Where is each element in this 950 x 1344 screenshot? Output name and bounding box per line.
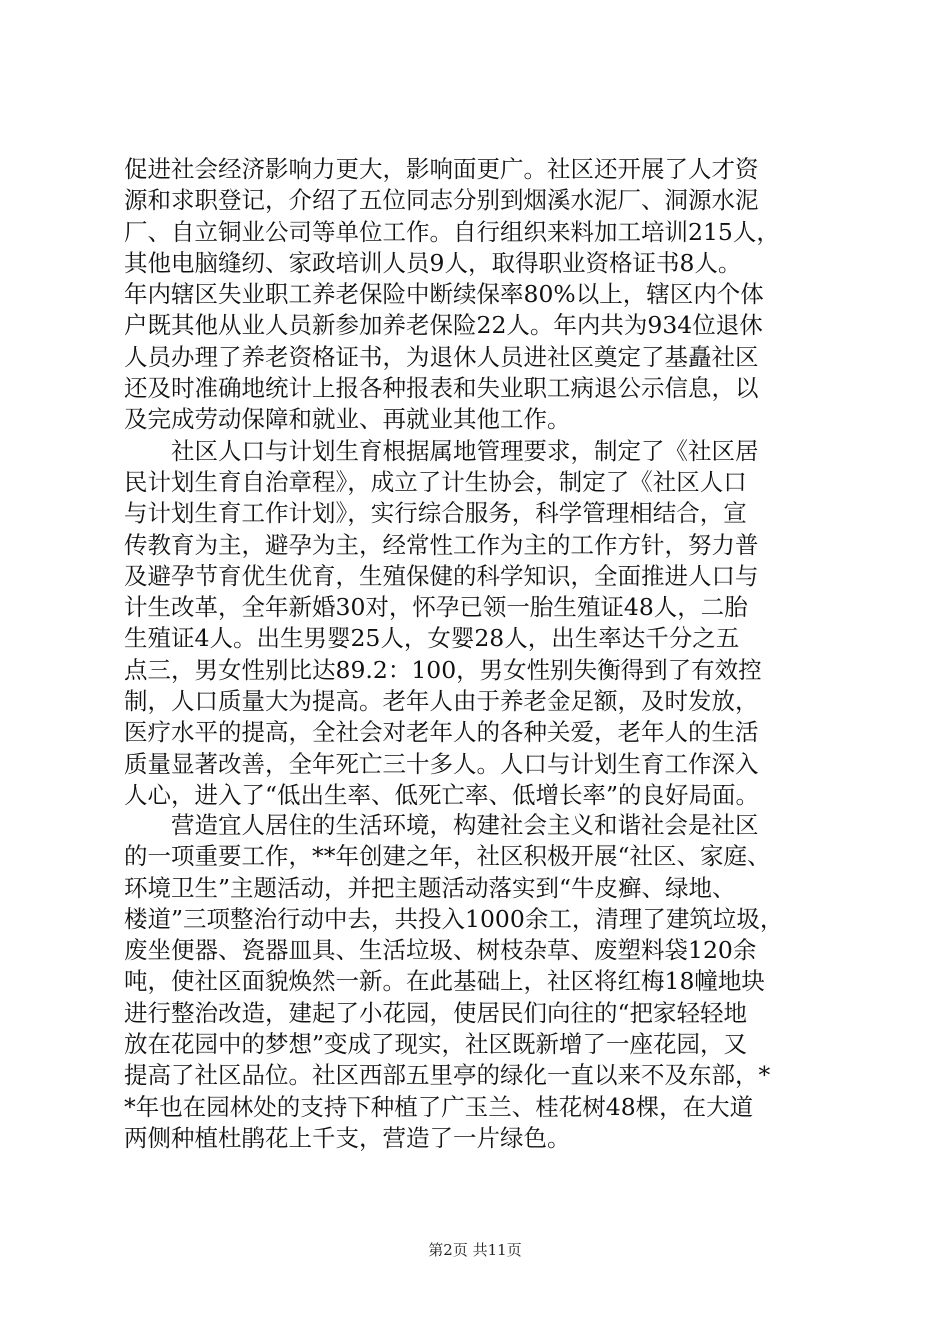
paragraph-block-2: [124, 810, 829, 1154]
text-line: 促进社会经济影响力更大，影响面更广。社区还开展了人才资: [124, 155, 759, 183]
text-line: 及避孕节育优生优育，生殖保健的科学知识，全面推进人口与: [124, 561, 759, 590]
text-line: 及完成劳动保障和就业、再就业其他工作。: [124, 405, 571, 434]
text-line: 其他电脑缝纫、家政培训人员9人，取得职业资格证书8人。: [124, 248, 742, 277]
text-line: 吨，使社区面貌焕然一新。在此基础上，社区将红梅18幢地块: [124, 967, 765, 996]
paragraph-block-1: [124, 154, 829, 811]
text-line: 与计划生育工作计划》，实行综合服务，科学管理相结合，宣: [124, 499, 747, 528]
text-line: 制，人口质量大为提高。老年人由于养老金足额，及时发放，: [124, 687, 759, 716]
text-line: 的一项重要工作，**年创建之年，社区积极开展“社区、家庭、: [124, 842, 771, 871]
text-line: 厂、自立铜业公司等单位工作。自行组织来料加工培训215人，: [124, 217, 780, 246]
text-line: 人员办理了养老资格证书，为退休人员进社区奠定了基矗社区: [124, 342, 759, 371]
text-line: 还及时准确地统计上报各种报表和失业职工病退公示信息，以: [124, 374, 759, 403]
text-line: 环境卫生”主题活动，并把主题活动落实到“牛皮癣、绿地、: [124, 873, 736, 902]
text-line: 质量显著改善，全年死亡三十多人。人口与计划生育工作深入: [124, 749, 759, 778]
text-line: 点三，男女性别比达89.2：100，男女性别失衡得到了有效控: [124, 655, 762, 684]
text-line: 医疗水平的提高，全社会对老年人的各种关爱，老年人的生活: [124, 718, 759, 747]
text-line: 两侧种植杜鹃花上千支，营造了一片绿色。: [124, 1123, 571, 1152]
text-line: 计生改革，全年新婚30对，怀孕已领一胎生殖证48人，二胎: [124, 593, 748, 622]
text-line: 民计划生育自治章程》，成立了计生协会，制定了《社区人口: [124, 467, 747, 496]
text-line: 提高了社区品位。社区西部五里亭的绿化一直以来不及东部，*: [124, 1061, 771, 1090]
text-line: 社区人口与计划生育根据属地管理要求，制定了《社区居: [124, 436, 759, 465]
text-line: 源和求职登记，介绍了五位同志分别到烟溪水泥厂、洞源水泥: [124, 186, 759, 215]
text-line: 人心，进入了“低出生率、低死亡率、低增长率”的良好局面。: [124, 780, 760, 809]
text-line: 楼道”三项整治行动中去，共投入1000余工，清理了建筑垃圾，: [124, 904, 784, 933]
text-line: 传教育为主，避孕为主，经常性工作为主的工作方针，努力普: [124, 530, 759, 559]
text-line: 营造宜人居住的生活环境，构建社会主义和谐社会是社区: [124, 811, 759, 839]
text-line: 废坐便器、瓷器皿具、生活垃圾、树枝杂草、废塑料袋120余: [124, 936, 757, 965]
text-line: 放在花园中的梦想”变成了现实，社区既新增了一座花园，又: [124, 1030, 748, 1059]
text-line: *年也在园林处的支持下种植了广玉兰、桂花树48棵，在大道: [124, 1092, 754, 1121]
text-line: 生殖证4人。出生男婴25人，女婴28人，出生率达千分之五: [124, 624, 740, 653]
page-footer: 第2页 共11页: [428, 1241, 522, 1259]
text-line: 年内辖区失业职工养老保险中断续保率80%以上，辖区内个体: [124, 280, 764, 309]
text-line: 户既其他从业人员新参加养老保险22人。年内共为934位退休: [124, 311, 763, 340]
text-line: 进行整治改造，建起了小花园，使居民们向往的“把家轻轻地: [124, 998, 748, 1027]
